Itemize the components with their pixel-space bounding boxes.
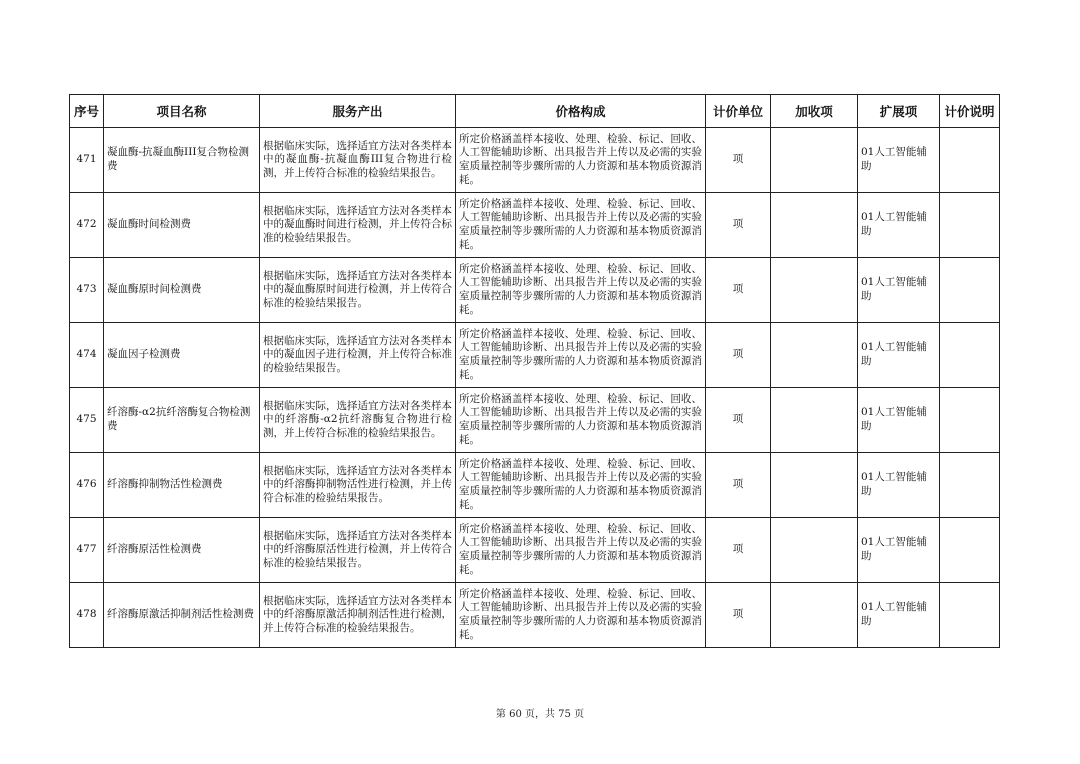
cell-extension: 01人工智能辅助 (858, 258, 940, 323)
cell-surcharge (771, 323, 858, 388)
header-serial-no: 序号 (70, 95, 104, 128)
cell-pricing-note (940, 128, 1000, 193)
cell-service-output: 根据临床实际，选择适宜方法对各类样本中的凝血因子进行检测，并上传符合标准的检验结果报告。 (260, 323, 456, 388)
cell-serial-no: 476 (70, 453, 104, 518)
cell-serial-no: 478 (70, 583, 104, 648)
cell-service-output: 根据临床实际，选择适宜方法对各类样本中的凝血酶-抗凝血酶III复合物进行检测，并上传符合标准的检验结果报告。 (260, 128, 456, 193)
cell-pricing-unit: 项 (706, 453, 771, 518)
cell-surcharge (771, 128, 858, 193)
cell-extension: 01人工智能辅助 (858, 518, 940, 583)
header-extension: 扩展项 (858, 95, 940, 128)
cell-pricing-unit: 项 (706, 583, 771, 648)
cell-price-composition: 所定价格涵盖样本接收、处理、检验、标记、回收、人工智能辅助诊断、出具报告并上传以及必需的实验室质量控制等步骤所需的人力资源和基本物质资源消耗。 (456, 258, 706, 323)
cell-pricing-note (940, 518, 1000, 583)
cell-price-composition: 所定价格涵盖样本接收、处理、检验、标记、回收、人工智能辅助诊断、出具报告并上传以及必需的实验室质量控制等步骤所需的人力资源和基本物质资源消耗。 (456, 128, 706, 193)
table-row (70, 323, 1000, 388)
table-header-row (70, 95, 1000, 128)
cell-item-name: 纤溶酶原激活抑制剂活性检测费 (104, 583, 260, 648)
header-item-name: 项目名称 (104, 95, 260, 128)
cell-pricing-unit: 项 (706, 323, 771, 388)
table-row (70, 518, 1000, 583)
cell-serial-no: 472 (70, 193, 104, 258)
table-row (70, 583, 1000, 648)
cell-surcharge (771, 583, 858, 648)
header-surcharge: 加收项 (771, 95, 858, 128)
cell-serial-no: 471 (70, 128, 104, 193)
table-row (70, 128, 1000, 193)
cell-surcharge (771, 453, 858, 518)
cell-pricing-unit: 项 (706, 128, 771, 193)
cell-pricing-note (940, 388, 1000, 453)
cell-price-composition: 所定价格涵盖样本接收、处理、检验、标记、回收、人工智能辅助诊断、出具报告并上传以及必需的实验室质量控制等步骤所需的人力资源和基本物质资源消耗。 (456, 583, 706, 648)
cell-item-name: 纤溶酶抑制物活性检测费 (104, 453, 260, 518)
cell-price-composition: 所定价格涵盖样本接收、处理、检验、标记、回收、人工智能辅助诊断、出具报告并上传以及必需的实验室质量控制等步骤所需的人力资源和基本物质资源消耗。 (456, 388, 706, 453)
cell-service-output: 根据临床实际，选择适宜方法对各类样本中的纤溶酶原活性进行检测，并上传符合标准的检验结果报告。 (260, 518, 456, 583)
cell-pricing-note (940, 193, 1000, 258)
cell-serial-no: 475 (70, 388, 104, 453)
table-row (70, 258, 1000, 323)
cell-item-name: 凝血酶时间检测费 (104, 193, 260, 258)
cell-service-output: 根据临床实际，选择适宜方法对各类样本中的纤溶酶原激活抑制剂活性进行检测，并上传符合标准的检验结果报告。 (260, 583, 456, 648)
cell-service-output: 根据临床实际，选择适宜方法对各类样本中的纤溶酶抑制物活性进行检测，并上传符合标准的检验结果报告。 (260, 453, 456, 518)
cell-price-composition: 所定价格涵盖样本接收、处理、检验、标记、回收、人工智能辅助诊断、出具报告并上传以及必需的实验室质量控制等步骤所需的人力资源和基本物质资源消耗。 (456, 193, 706, 258)
cell-price-composition: 所定价格涵盖样本接收、处理、检验、标记、回收、人工智能辅助诊断、出具报告并上传以及必需的实验室质量控制等步骤所需的人力资源和基本物质资源消耗。 (456, 323, 706, 388)
cell-serial-no: 477 (70, 518, 104, 583)
table-row (70, 388, 1000, 453)
price-table (69, 94, 1000, 648)
cell-item-name: 凝血因子检测费 (104, 323, 260, 388)
header-pricing-unit: 计价单位 (706, 95, 771, 128)
cell-service-output: 根据临床实际，选择适宜方法对各类样本中的凝血酶原时间进行检测，并上传符合标准的检验结果报告。 (260, 258, 456, 323)
cell-surcharge (771, 193, 858, 258)
cell-serial-no: 473 (70, 258, 104, 323)
cell-item-name: 凝血酶-抗凝血酶III复合物检测费 (104, 128, 260, 193)
cell-pricing-unit: 项 (706, 258, 771, 323)
cell-extension: 01人工智能辅助 (858, 388, 940, 453)
cell-pricing-unit: 项 (706, 518, 771, 583)
cell-extension: 01人工智能辅助 (858, 583, 940, 648)
header-price-composition: 价格构成 (456, 95, 706, 128)
cell-pricing-note (940, 323, 1000, 388)
cell-extension: 01人工智能辅助 (858, 128, 940, 193)
cell-surcharge (771, 518, 858, 583)
cell-extension: 01人工智能辅助 (858, 323, 940, 388)
cell-service-output: 根据临床实际，选择适宜方法对各类样本中的纤溶酶-α2抗纤溶酶复合物进行检测，并上传符合标准的检验结果报告。 (260, 388, 456, 453)
cell-service-output: 根据临床实际，选择适宜方法对各类样本中的凝血酶时间进行检测，并上传符合标准的检验结果报告。 (260, 193, 456, 258)
cell-surcharge (771, 258, 858, 323)
header-service-output: 服务产出 (260, 95, 456, 128)
table-row (70, 193, 1000, 258)
cell-item-name: 纤溶酶-α2抗纤溶酶复合物检测费 (104, 388, 260, 453)
cell-pricing-unit: 项 (706, 388, 771, 453)
cell-item-name: 凝血酶原时间检测费 (104, 258, 260, 323)
page-number-footer: 第 60 页，共 75 页 (495, 709, 585, 720)
table-row (70, 453, 1000, 518)
header-pricing-note: 计价说明 (940, 95, 1000, 128)
cell-price-composition: 所定价格涵盖样本接收、处理、检验、标记、回收、人工智能辅助诊断、出具报告并上传以及必需的实验室质量控制等步骤所需的人力资源和基本物质资源消耗。 (456, 518, 706, 583)
cell-surcharge (771, 388, 858, 453)
cell-extension: 01人工智能辅助 (858, 193, 940, 258)
cell-extension: 01人工智能辅助 (858, 453, 940, 518)
cell-pricing-note (940, 453, 1000, 518)
cell-pricing-note (940, 583, 1000, 648)
cell-pricing-unit: 项 (706, 193, 771, 258)
cell-pricing-note (940, 258, 1000, 323)
cell-price-composition: 所定价格涵盖样本接收、处理、检验、标记、回收、人工智能辅助诊断、出具报告并上传以及必需的实验室质量控制等步骤所需的人力资源和基本物质资源消耗。 (456, 453, 706, 518)
cell-serial-no: 474 (70, 323, 104, 388)
cell-item-name: 纤溶酶原活性检测费 (104, 518, 260, 583)
